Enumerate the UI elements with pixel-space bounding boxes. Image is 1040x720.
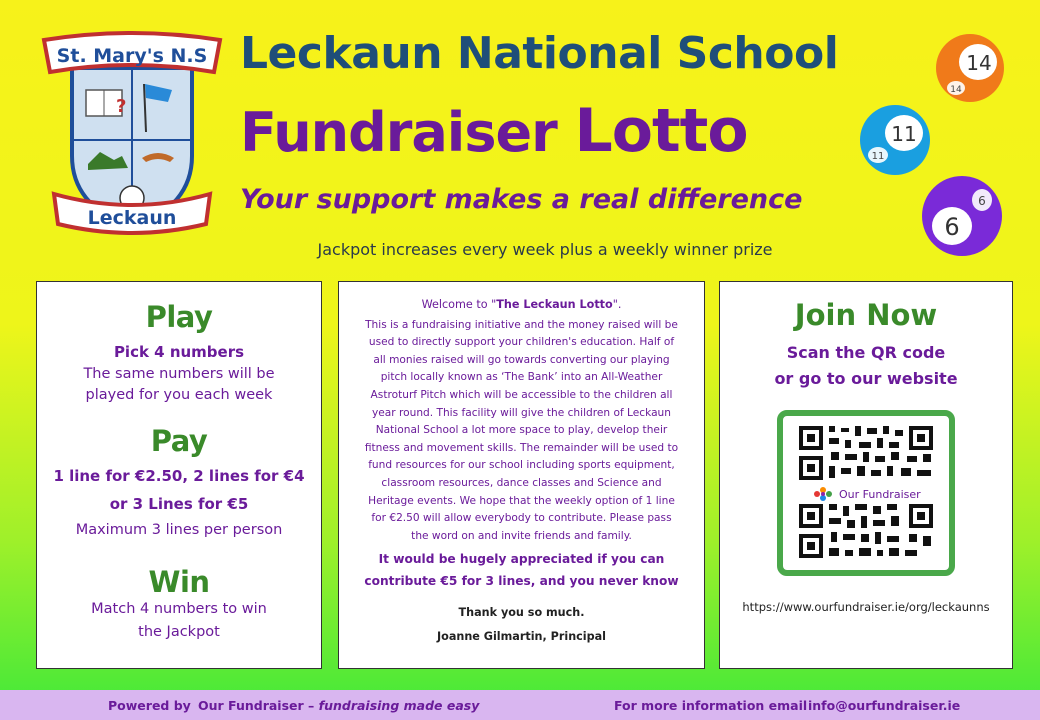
pay-heading: Pay [150,424,208,458]
letter-line: all monies raised will go towards converting our playing [373,353,670,366]
lotto-ball-11-icon [858,103,932,177]
ball-11-number: 11 [891,122,917,146]
crest-bottom-banner-text: Leckaun [87,207,177,229]
appreciated-line-2: contribute €5 for 3 lines, and you never know [364,574,679,589]
scan-qr-line-1: Scan the QR code [786,343,946,362]
join-now-panel [719,281,1013,669]
letter-body [347,317,696,546]
title-lotto-word: Lotto [574,96,748,166]
letter-line: for €2.50 will allow everybody to contribute. Please pass [371,512,672,525]
our-fundraiser-brand: Our Fundraiser [839,488,921,501]
letter-line: fitness and movement skills. The remainder will be used to [364,441,679,454]
win-heading: Win [148,565,210,599]
website-url-link[interactable]: https://www.ourfundraiser.ie/org/leckaunns [742,600,990,614]
school-name-title: Leckaun National School [240,28,839,79]
ball-14-number: 14 [966,51,992,75]
pay-max-lines: Maximum 3 lines per person [75,522,283,538]
crest-top-banner-text: St. Mary's N.S [56,45,208,67]
welcome-line [347,296,696,314]
win-text-line-1: Match 4 numbers to win [91,601,267,617]
school-crest-logo [38,28,226,236]
letter-line: used to directly support your children's education. Half of [368,336,675,349]
letter-line: pitch locally known as ‘The Bank’ into an All-Weather [380,371,663,384]
fundraiser-lotto-title [240,96,860,166]
svg-text:?: ? [116,96,127,117]
appreciated-text [347,548,696,592]
footer-brand-name: Our Fundraiser – [198,698,315,713]
ball-14-small-number: 14 [950,85,962,95]
ball-6-small-number: 6 [978,194,986,208]
pay-price-line-1: 1 line for €2.50, 2 lines for €4 [53,467,305,485]
letter-line: This is a fundraising initiative and the money raised will be [365,318,678,331]
scan-qr-line-2: or go to our website [774,369,958,388]
lotto-ball-6-icon [920,174,1004,258]
jackpot-subline: Jackpot increases every week plus a weekly winner prize [317,240,773,259]
ball-6-number: 6 [944,213,960,241]
letter-line: fund resources for our school including sports equipment, [368,459,675,472]
footer-more-info: For more information email [614,698,808,713]
play-text-line-1: The same numbers will be [83,366,275,382]
play-pay-win-panel [36,281,322,669]
thanks-text: Thank you so much. [458,606,585,620]
welcome-pre: Welcome to " [421,298,497,311]
letter-line: the word on and invite friends and family. [411,529,632,542]
our-fundraiser-logo-icon [814,487,832,501]
letter-line: National School a lot more space to play, develop their [375,424,668,437]
tagline: Your support makes a real difference [240,184,803,215]
ball-11-small-number: 11 [871,151,885,162]
footer-email-link[interactable]: info@ourfundraiser.ie [808,698,961,713]
title-fundraiser-word: Fundraiser [240,101,575,164]
lotto-ball-14-icon [934,32,1006,104]
footer-powered-by: Powered by [108,698,191,713]
welcome-post: ". [612,298,622,311]
letter-line: Astroturf Pitch which will be accessible to the children all [370,388,673,401]
footer-brand [198,698,479,713]
play-heading: Play [145,300,213,334]
footer-slogan: fundraising made easy [314,698,480,713]
footer-bar [0,690,1040,720]
join-now-heading: Join Now [794,298,938,332]
lotto-name: The Leckaun Lotto [496,298,613,311]
principal-signature: Joanne Gilmartin, Principal [436,630,607,644]
letter-line: classroom resources, dance classes and Science and [381,476,662,489]
qr-code-icon [783,416,949,570]
welcome-letter-panel [338,281,705,669]
appreciated-line-1: It would be hugely appreciated if you can [378,552,665,567]
play-pick-numbers: Pick 4 numbers [113,343,245,361]
win-text-line-2: the Jackpot [138,624,220,640]
pay-price-line-2: or 3 Lines for €5 [109,495,249,513]
letter-line: year round. This facility will give the children of Leckaun [372,406,671,419]
qr-code-link[interactable] [777,410,955,576]
play-text-line-2: played for you each week [85,387,273,403]
letter-line: Heritage events. We hope that the weekly option of 1 line [368,494,675,507]
